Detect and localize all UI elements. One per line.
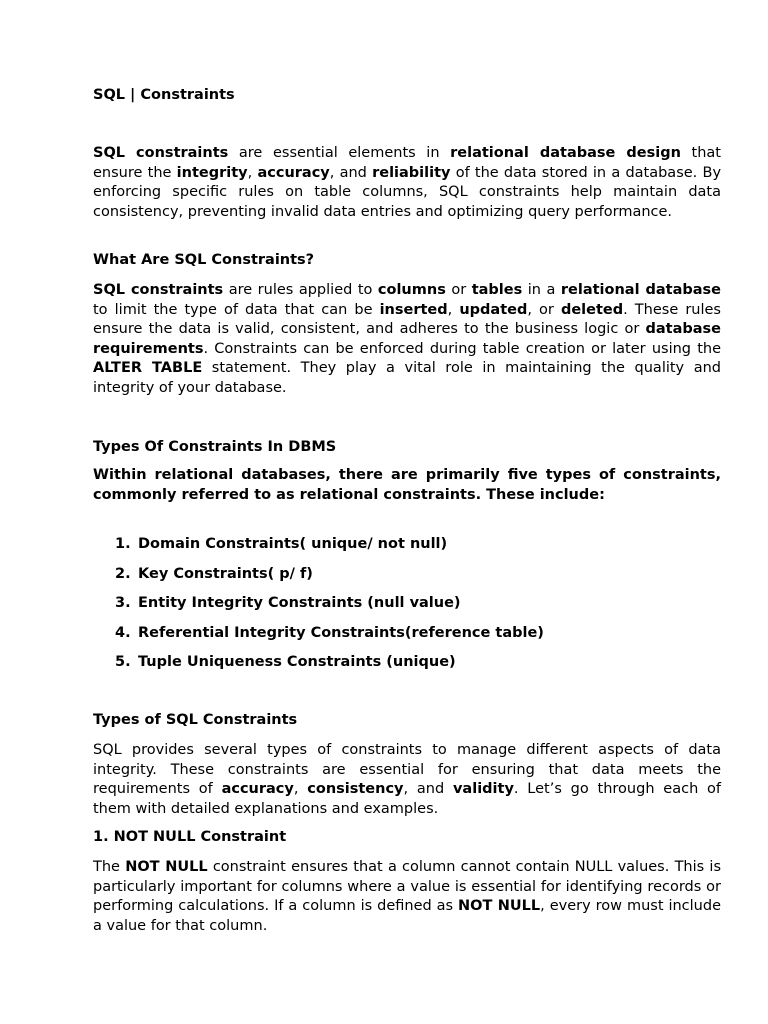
types-sql-paragraph (93, 741, 721, 819)
what-text: or (445, 282, 472, 298)
what-text: , or (527, 301, 561, 318)
not-null-text: The (93, 859, 126, 875)
what-bold-term: tables (471, 282, 523, 298)
types-sql-text: . Let’s go through each of them with detailed explanations and examples. (93, 781, 722, 817)
intro-text: that ensure the (93, 145, 721, 181)
what-bold-term: updated (459, 301, 528, 318)
page-title: SQL | Constraints (93, 87, 235, 103)
not-null-text: constraint ensures that a column cannot contain NULL values. This is particularly important for columns where a value is essential for identifying records or performing calculations. If a column is defined as (93, 859, 722, 915)
list-number: 3. (115, 595, 131, 611)
what-bold-term: inserted (379, 301, 448, 318)
list-item (115, 653, 456, 673)
types-sql-bold-term: consistency (307, 781, 404, 798)
list-label: Domain Constraints( unique/ not null) (138, 536, 448, 552)
list-label: Tuple Uniqueness Constraints (unique) (138, 654, 456, 670)
intro-text: are essential elements in (228, 145, 451, 161)
not-null-bold-term: NOT NULL (458, 898, 541, 915)
types-sql-bold-term: validity (452, 781, 514, 798)
types-sql-text: , (293, 781, 308, 798)
intro-bold-term: accuracy (257, 164, 330, 181)
intro-bold-term: SQL constraints (93, 145, 229, 161)
what-paragraph (93, 281, 721, 399)
what-bold-term: SQL constraints (93, 282, 224, 298)
what-bold-term: relational database (560, 282, 721, 298)
intro-bold-term: integrity (176, 164, 248, 181)
intro-text: , and (329, 164, 373, 181)
list-label: Entity Integrity Constraints (null value) (138, 595, 461, 611)
what-text: in a (522, 282, 561, 298)
list-number: 5. (115, 654, 131, 670)
what-text: . These rules ensure the data is valid, consistent, and adheres to the business logic or (93, 301, 721, 338)
section-heading-types-dbms: Types Of Constraints In DBMS (93, 439, 337, 455)
not-null-text: , every row must include a value for that column. (93, 898, 721, 934)
not-null-paragraph (93, 858, 721, 936)
intro-paragraph (93, 144, 721, 222)
list-item (115, 594, 461, 614)
section-heading-not-null: 1. NOT NULL Constraint (93, 829, 287, 845)
intro-bold-term: reliability (372, 164, 451, 181)
what-text: statement. They play a vital role in maintaining the quality and integrity of your database. (93, 360, 721, 396)
list-number: 2. (115, 566, 131, 582)
what-bold-term: ALTER TABLE (93, 360, 203, 377)
what-text: , (447, 301, 460, 318)
what-text: to limit the type of data that can be (93, 301, 380, 318)
list-item (115, 535, 447, 555)
what-bold-term: columns (377, 282, 446, 298)
not-null-bold-term: NOT NULL (125, 859, 208, 875)
what-text: . Constraints can be enforced during table creation or later using the (203, 340, 721, 357)
list-item (115, 565, 313, 585)
list-number: 1. (115, 536, 131, 552)
what-text: are rules applied to (223, 282, 378, 298)
list-label: Key Constraints( p/ f) (138, 566, 313, 582)
intro-bold-term: relational database design (450, 145, 681, 161)
types-sql-text: , and (403, 781, 453, 798)
list-item (115, 624, 544, 644)
section-heading-types-sql: Types of SQL Constraints (93, 712, 298, 728)
intro-text: of the data stored in a database. By enforcing specific rules on table columns, SQL constraints help maintain data consistency, preventing invalid data entries and optimizing query performance. (93, 164, 722, 220)
intro-text: , (247, 164, 258, 181)
section-heading-what: What Are SQL Constraints? (93, 252, 315, 268)
list-label: Referential Integrity Constraints(reference table) (138, 625, 544, 641)
what-bold-term: database requirements (93, 321, 721, 357)
list-number: 4. (115, 625, 131, 641)
types-sql-text: SQL provides several types of constraints to manage different aspects of data integrity. These constraints are essential for ensuring that data meets the requirements of (93, 742, 721, 798)
what-bold-term: deleted (560, 301, 624, 318)
types-sql-bold-term: accuracy (221, 781, 294, 798)
types-dbms-intro: Within relational databases, there are primarily five types of constraints, commonly referred to as relational constraints. These include: (93, 467, 721, 503)
